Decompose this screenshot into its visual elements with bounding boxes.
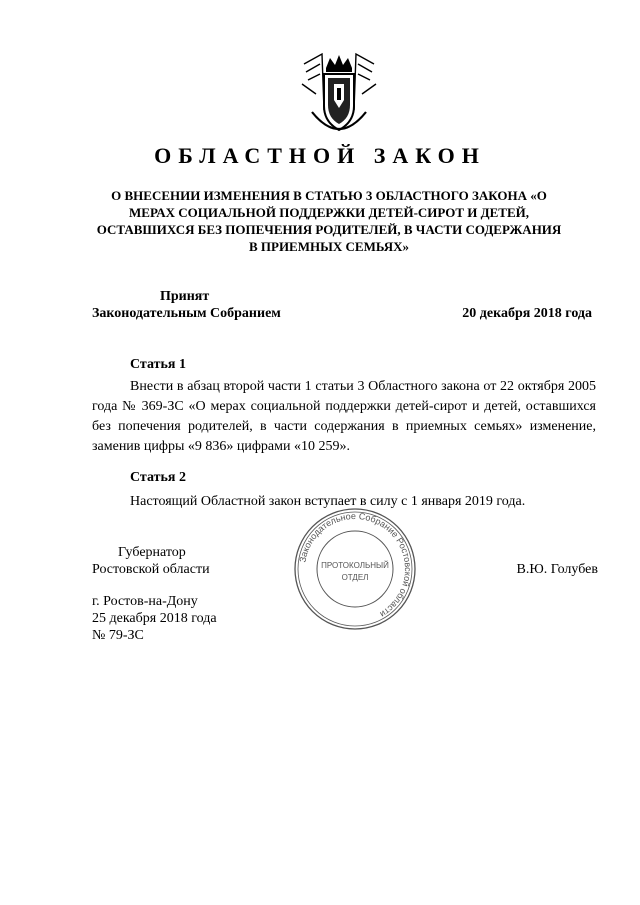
official-stamp xyxy=(292,506,418,632)
article-2-text: Настоящий Областной закон вступает в силу с 1 января 2019 года. xyxy=(130,494,526,509)
signatory-region: Ростовской области xyxy=(92,562,210,577)
stamp-inner-text-2: ОТДЕЛ xyxy=(341,573,369,582)
law-number: № 79-ЗС xyxy=(92,628,144,643)
signing-place: г. Ростов-на-Дону xyxy=(92,594,198,609)
article-1-text: Внести в абзац второй части 1 статьи 3 Областного закона от 22 октября 2005 года № 369-ЗС «О мерах социальной поддержки детей-сирот и детей, оставшихся без попечения родителей, в части содержания в приемных семьях» изменение, заменив цифры «9 836» цифрами «10 259». xyxy=(92,379,596,454)
stamp-inner-text-1: ПРОТОКОЛЬНЫЙ xyxy=(321,561,389,570)
adopted-date: 20 декабря 2018 года xyxy=(462,306,592,321)
adopted-by: Законодательным Собранием xyxy=(92,306,281,321)
signing-date: 25 декабря 2018 года xyxy=(92,611,217,626)
stamp-outer-text: Законодательное Собрание Ростовской области xyxy=(297,510,414,620)
article-1-heading: Статья 1 xyxy=(130,357,186,372)
coat-of-arms-emblem xyxy=(298,50,380,140)
signatory-name: В.Ю. Голубев xyxy=(516,562,598,577)
signatory-title: Губернатор xyxy=(118,545,186,560)
law-subtitle: О ВНЕСЕНИИ ИЗМЕНЕНИЯ В СТАТЬЮ 3 ОБЛАСТНОГО ЗАКОНА «О МЕРАХ СОЦИАЛЬНОЙ ПОДДЕРЖКИ ДЕТЕЙ-СИРОТ И ДЕТЕЙ, ОСТАВШИХСЯ БЕЗ ПОПЕЧЕНИЯ РОДИТЕЛЕЙ, В ЧАСТИ СОДЕРЖАНИЯ В ПРИЕМНЫХ СЕМЬЯХ» xyxy=(96,188,562,254)
adopted-label: Принят xyxy=(160,289,210,304)
law-title: ОБЛАСТНОЙ ЗАКОН xyxy=(154,143,486,168)
article-2-heading: Статья 2 xyxy=(130,470,186,485)
